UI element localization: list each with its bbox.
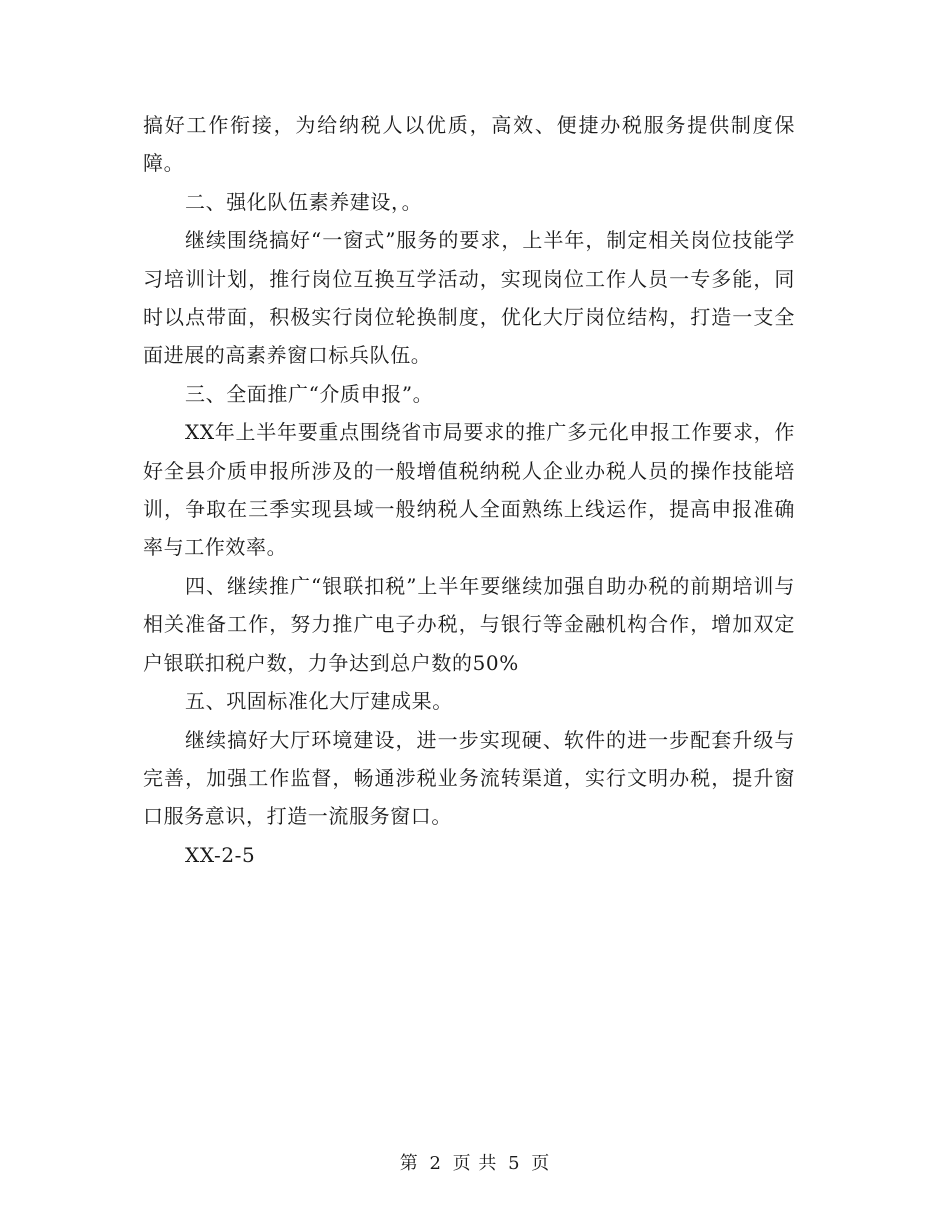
paragraph-section-5: 继续搞好大厅环境建设，进一步实现硬、软件的进一步配套升级与完善，加强工作监督，畅通涉税业务流转渠道，实行文明办税，提升窗口服务意识，打造一流服务窗口。 — [143, 727, 795, 829]
section-heading-5: 五、巩固标准化大厅建成果。 — [185, 689, 453, 714]
section-heading-3: 三、全面推广“介质申报”。 — [185, 381, 434, 406]
paragraph-section-2: 继续围绕搞好“一窗式”服务的要求，上半年，制定相关岗位技能学习培训计划，推行岗位互换互学活动，实现岗位工作人员一专多能，同时以点带面，积极实行岗位轮换制度，优化大厅岗位结构，打造一支全面进展的高素养窗口标兵队伍。 — [143, 228, 795, 368]
section-heading-2: 二、强化队伍素养建设，。 — [185, 189, 423, 214]
footer-middle: 页 共 — [452, 1153, 498, 1174]
paragraph-section-3: XX年上半年要重点围绕省市局要求的推广多元化申报工作要求，作好全县介质申报所涉及的一般增值税纳税人企业办税人员的操作技能培训，争取在三季实现县域一般纳税人全面熟练上线运作，提高申报准确率与工作效率。 — [143, 420, 795, 560]
document-date: XX-2-5 — [185, 842, 256, 867]
paragraph-continuation: 搞好工作衔接，为给纳税人以优质，高效、便捷办税服务提供制度保障。 — [143, 113, 795, 176]
footer-prefix: 第 — [399, 1153, 419, 1174]
footer-suffix: 页 — [531, 1153, 551, 1174]
document-body — [143, 106, 795, 874]
footer-current-page: 2 — [429, 1153, 442, 1174]
page-footer — [0, 1152, 950, 1176]
footer-total-pages: 5 — [508, 1153, 521, 1174]
paragraph-section-4: 四、继续推广“银联扣税”上半年要继续加强自助办税的前期培训与相关准备工作，努力推广电子办税，与银行等金融机构合作，增加双定户银联扣税户数，力争达到总户数的50% — [143, 573, 795, 675]
